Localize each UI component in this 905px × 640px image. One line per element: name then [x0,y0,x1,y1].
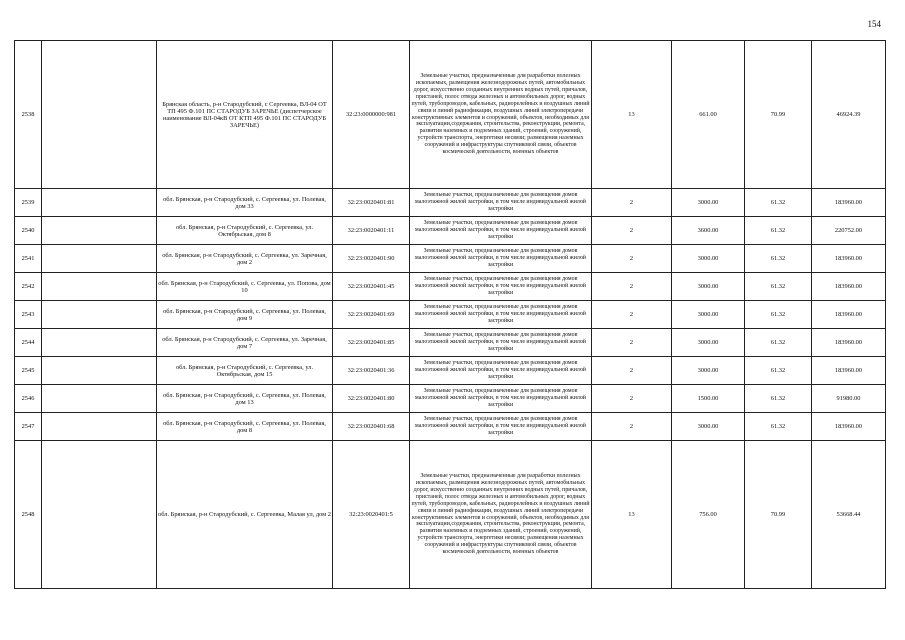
use-group-code-cell: 2 [592,217,672,245]
address-cell: обл. Брянская, р-н Стародубский, с. Сергеевка, Малая ул, дом 2 [157,441,333,589]
blank-cell [42,301,157,329]
table-row [15,413,886,441]
row-number: 2540 [15,217,42,245]
address-cell: обл. Брянская, р-н Стародубский, с. Сергеевка, ул. Полевая, дом 9 [157,301,333,329]
use-group-code-cell: 2 [592,245,672,273]
row-number: 2543 [15,301,42,329]
address-cell: обл. Брянская, р-н Стародубский, с. Сергеевка, ул. Полевая, дом 13 [157,385,333,413]
area-cell: 1500.00 [672,385,745,413]
blank-cell [42,245,157,273]
permitted-use-cell: Земельные участки, предназначенные для размещения домов малоэтажной жилой застройки, в том числе индивидуальной жилой застройки [410,413,592,441]
area-cell: 661.00 [672,41,745,189]
use-group-code-cell: 2 [592,329,672,357]
cadastral-value-cell: 220752.00 [812,217,886,245]
permitted-use-cell: Земельные участки, предназначенные для размещения домов малоэтажной жилой застройки, в том числе индивидуальной жилой застройки [410,357,592,385]
address-cell: обл. Брянская, р-н Стародубский, с. Сергеевка, ул. Октябрьская, дом 8 [157,217,333,245]
use-group-code-cell: 13 [592,41,672,189]
use-group-code-cell: 2 [592,189,672,217]
cadastral-value-cell: 183960.00 [812,357,886,385]
table-body [15,41,886,589]
table-row [15,273,886,301]
specific-value-cell: 61.32 [745,413,812,441]
specific-value-cell: 61.32 [745,217,812,245]
cadastral-number-cell: 32:23:0020401:36 [333,357,410,385]
permitted-use-cell: Земельные участки, предназначенные для размещения домов малоэтажной жилой застройки, в том числе индивидуальной жилой застройки [410,301,592,329]
table-row [15,217,886,245]
cadastral-value-cell: 183960.00 [812,189,886,217]
table-row [15,329,886,357]
row-number: 2545 [15,357,42,385]
address-cell: обл. Брянская, р-н Стародубский, с. Сергеевка, ул. Попова, дом 10 [157,273,333,301]
table-row [15,357,886,385]
cadastral-number-cell: 32:23:0020401:85 [333,329,410,357]
specific-value-cell: 61.32 [745,301,812,329]
cadastral-value-cell: 183960.00 [812,301,886,329]
use-group-code-cell: 13 [592,441,672,589]
specific-value-cell: 61.32 [745,385,812,413]
blank-cell [42,41,157,189]
address-cell: обл. Брянская, р-н Стародубский, с. Сергеевка, ул. Октябрьская, дом 15 [157,357,333,385]
area-cell: 3000.00 [672,413,745,441]
row-number: 2541 [15,245,42,273]
specific-value-cell: 61.32 [745,245,812,273]
page-number: 154 [867,19,881,29]
cadastral-number-cell: 32:23:0020401:69 [333,301,410,329]
area-cell: 3000.00 [672,329,745,357]
blank-cell [42,189,157,217]
cadastral-value-cell: 46924.39 [812,41,886,189]
permitted-use-cell: Земельные участки, предназначенные для размещения домов малоэтажной жилой застройки, в том числе индивидуальной жилой застройки [410,329,592,357]
table-row [15,441,886,589]
specific-value-cell: 61.32 [745,189,812,217]
blank-cell [42,385,157,413]
specific-value-cell: 70.99 [745,441,812,589]
row-number: 2538 [15,41,42,189]
address-cell: Брянская область, р-н Стародубский, с Сергеевка, ВЛ-04 ОТ ТП 495 Ф.101 ПС СТАРОДУБ ЗАРЕЧЬЕ (диспетчерское наименование ВЛ-04кВ ОТ КТП 495 Ф.101 ПС СТАРОДУБ ЗАРЕЧЬЕ) [157,41,333,189]
permitted-use-cell: Земельные участки, предназначенные для размещения домов малоэтажной жилой застройки, в том числе индивидуальной жилой застройки [410,189,592,217]
permitted-use-cell: Земельные участки, предназначенные для размещения домов малоэтажной жилой застройки, в том числе индивидуальной жилой застройки [410,273,592,301]
cadastral-number-cell: 32:23:0020401:45 [333,273,410,301]
cadastral-value-cell: 91980.00 [812,385,886,413]
blank-cell [42,329,157,357]
row-number: 2539 [15,189,42,217]
specific-value-cell: 61.32 [745,357,812,385]
area-cell: 3000.00 [672,273,745,301]
use-group-code-cell: 2 [592,413,672,441]
cadastral-number-cell: 32:23:0000000:981 [333,41,410,189]
cadastral-number-cell: 32:23:0020401:5 [333,441,410,589]
cadastral-value-cell: 183960.00 [812,273,886,301]
area-cell: 3000.00 [672,357,745,385]
blank-cell [42,217,157,245]
table-row [15,385,886,413]
blank-cell [42,273,157,301]
table-row [15,189,886,217]
cadastral-value-cell: 183960.00 [812,413,886,441]
address-cell: обл. Брянская, р-н Стародубский, с. Сергеевка, ул. Полевая, дом 8 [157,413,333,441]
table-row [15,41,886,189]
cadastral-value-cell: 183960.00 [812,245,886,273]
permitted-use-cell: Земельные участки, предназначенные для разработки полезных ископаемых, размещения железнодорожных путей, автомобильных дорог, искусственно созданных внутренних водных путей, причалов, пристаней, полос отвода железных и автомобильных дорог, водных путей, трубопроводов, кабельных, радиорелейных и воздушных линий связи и линий радиофикации, воздушных линий электропередачи конструктивных элементов и сооружений, объектов, необходимых для эксплуатации,содержания, строительства, реконструкции, ремонта, развития наземных и подземных зданий, строений, сооружений, устройств транспорта, энергетики несвязи; размещения наземных сооружений и инфраструктуры спутниковой связи, объектов космической деятельности, военных объектов [410,441,592,589]
specific-value-cell: 61.32 [745,329,812,357]
row-number: 2544 [15,329,42,357]
cadastral-value-cell: 53668.44 [812,441,886,589]
specific-value-cell: 61.32 [745,273,812,301]
cadastral-number-cell: 32:23:0020401:11 [333,217,410,245]
permitted-use-cell: Земельные участки, предназначенные для размещения домов малоэтажной жилой застройки, в том числе индивидуальной жилой застройки [410,217,592,245]
area-cell: 3000.00 [672,189,745,217]
use-group-code-cell: 2 [592,357,672,385]
address-cell: обл. Брянская, р-н Стародубский, с. Сергеевка, ул. Полевая, дом 33 [157,189,333,217]
area-cell: 756.00 [672,441,745,589]
cadastral-value-cell: 183960.00 [812,329,886,357]
blank-cell [42,441,157,589]
cadastral-number-cell: 32:23:0020401:90 [333,245,410,273]
row-number: 2547 [15,413,42,441]
row-number: 2548 [15,441,42,589]
land-registry-table [14,40,886,589]
table-row [15,301,886,329]
permitted-use-cell: Земельные участки, предназначенные для размещения домов малоэтажной жилой застройки, в том числе индивидуальной жилой застройки [410,385,592,413]
use-group-code-cell: 2 [592,301,672,329]
permitted-use-cell: Земельные участки, предназначенные для разработки полезных ископаемых, размещения железнодорожных путей, автомобильных дорог, искусственно созданных внутренних водных путей, причалов, пристаней, полос отвода железных и автомобильных дорог, водных путей, трубопроводов, кабельных, радиорелейных и воздушных линий связи и линий радиофикации, воздушных линий электропередачи конструктивных элементов и сооружений, объектов, необходимых для эксплуатации,содержания, строительства, реконструкции, ремонта, развития наземных и подземных зданий, строений, сооружений, устройств транспорта, энергетики несвязи; размещения наземных сооружений и инфраструктуры спутниковой связи, объектов космической деятельности, военных объектов [410,41,592,189]
permitted-use-cell: Земельные участки, предназначенные для размещения домов малоэтажной жилой застройки, в том числе индивидуальной жилой застройки [410,245,592,273]
blank-cell [42,357,157,385]
cadastral-number-cell: 32:23:0020401:68 [333,413,410,441]
area-cell: 3000.00 [672,301,745,329]
row-number: 2542 [15,273,42,301]
blank-cell [42,413,157,441]
cadastral-number-cell: 32:23:0020401:81 [333,189,410,217]
row-number: 2546 [15,385,42,413]
table-row [15,245,886,273]
use-group-code-cell: 2 [592,385,672,413]
cadastral-number-cell: 32:23:0020401:80 [333,385,410,413]
address-cell: обл. Брянская, р-н Стародубский, с. Сергеевка, ул. Заречная, дом 7 [157,329,333,357]
specific-value-cell: 70.99 [745,41,812,189]
address-cell: обл. Брянская, р-н Стародубский, с. Сергеевка, ул. Заречная, дом 2 [157,245,333,273]
area-cell: 3000.00 [672,245,745,273]
area-cell: 3600.00 [672,217,745,245]
use-group-code-cell: 2 [592,273,672,301]
